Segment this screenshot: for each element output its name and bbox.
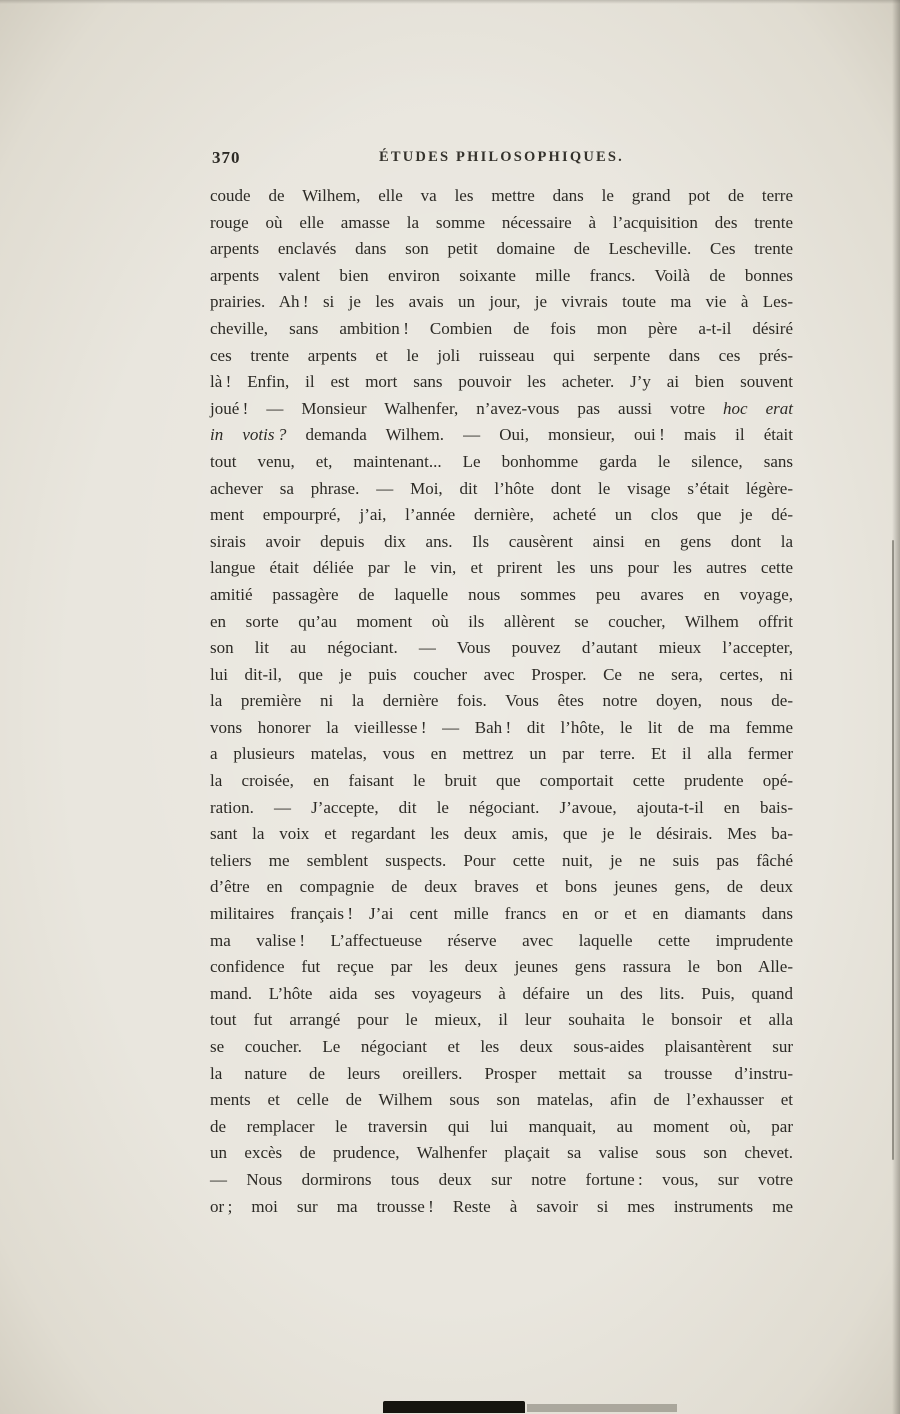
- text-line: a plusieurs matelas, vous en mettrez un par terre. Et il alla fermer: [210, 744, 793, 764]
- text-line: ments et celle de Wilhem sous son matelas, afin de l’exhausser et: [210, 1090, 793, 1110]
- text-line: langue était déliée par le vin, et prirent les uns pour les autres cette: [210, 558, 793, 578]
- scan-artifact-top-edge: [0, 0, 900, 4]
- text-line: coude de Wilhem, elle va les mettre dans le grand pot de terre: [210, 186, 793, 205]
- text-line: achever sa phrase. — Moi, dit l’hôte dont le visage s’était légère-: [210, 478, 793, 498]
- text-line: son lit au négociant. — Vous pouvez d’autant mieux l’accepter,: [210, 638, 793, 658]
- text-line: amitié passagère de laquelle nous sommes peu avares en voyage,: [210, 584, 793, 604]
- text-line: la nature de leurs oreillers. Prosper mettait sa trousse d’instru-: [210, 1063, 793, 1083]
- text-line: en sorte qu’au moment où ils allèrent se coucher, Wilhem offrit: [210, 611, 793, 631]
- text-line: joué ! — Monsieur Walhenfer, n’avez-vous pas aussi votre hoc erat: [210, 398, 793, 418]
- text-line: in votis ? demanda Wilhem. — Oui, monsieur, oui ! mais il était: [210, 425, 793, 445]
- text-line: d’être en compagnie de deux braves et bons jeunes gens, de deux: [210, 877, 793, 897]
- text-line: prairies. Ah ! si je les avais un jour, je vivrais toute ma vie à Les-: [210, 292, 793, 312]
- text-line: teliers me semblent suspects. Pour cette nuit, je ne suis pas fâché: [210, 850, 793, 870]
- text-line: ces trente arpents et le joli ruisseau qui serpente dans ces prés-: [210, 345, 793, 365]
- text-line: tout fut arrangé pour le mieux, il leur souhaita le bonsoir et alla: [210, 1010, 793, 1030]
- scan-artifact-bottom-bar: [383, 1401, 525, 1413]
- text-line: sirais avoir depuis dix ans. Ils causèrent ainsi en gens dont la: [210, 531, 793, 551]
- text-line: là ! Enfin, il est mort sans pouvoir les acheter. J’y ai bien souvent: [210, 372, 793, 392]
- text-line: or ; moi sur ma trousse ! Reste à savoir si mes instruments me: [210, 1196, 793, 1216]
- text-line: vons honorer la vieillesse ! — Bah ! dit l’hôte, le lit de ma femme: [210, 717, 793, 737]
- page-number: 370: [212, 148, 241, 167]
- text-line: se coucher. Le négociant et les deux sous-aides plaisantèrent sur: [210, 1037, 793, 1056]
- text-line: la croisée, en faisant le bruit que comportait cette prudente opé-: [210, 771, 793, 791]
- text-line: ration. — J’accepte, dit le négociant. J’avoue, ajouta-t-il en bais-: [210, 797, 793, 817]
- text-line: militaires français ! J’ai cent mille francs en or et en diamants dans: [210, 904, 793, 924]
- text-line: sant la voix et regardant les deux amis, que je le désirais. Mes ba-: [210, 824, 793, 844]
- running-head: ÉTUDES PHILOSOPHIQUES.: [378, 149, 624, 165]
- scan-artifact-right-edge: [892, 0, 900, 1414]
- text-line: cheville, sans ambition ! Combien de fois mon père a-t-il désiré: [210, 318, 793, 338]
- text-line: tout venu, et, maintenant... Le bonhomme garda le silence, sans: [210, 451, 793, 471]
- text-line: de remplacer le traversin qui lui manquait, au moment où, par: [210, 1116, 793, 1136]
- text-line: confidence fut reçue par les deux jeunes gens rassura le bon Alle-: [210, 957, 793, 977]
- text-line: rouge où elle amasse la somme nécessaire à l’acquisition des trente: [210, 212, 793, 232]
- page-header: [210, 147, 793, 173]
- scan-artifact-bottom-bar-gray: [527, 1404, 677, 1412]
- text-line: ma valise ! L’affectueuse réserve avec laquelle cette imprudente: [210, 930, 793, 950]
- text-line: la première ni la dernière fois. Vous êtes notre doyen, nous de-: [210, 691, 793, 711]
- text-line: — Nous dormirons tous deux sur notre fortune : vous, sur votre: [210, 1169, 793, 1189]
- scan-artifact-right-line: [892, 540, 894, 1160]
- text-line: lui dit-il, que je puis coucher avec Prosper. Ce ne sera, certes, ni: [210, 664, 793, 684]
- text-line: arpents enclavés dans son petit domaine de Lescheville. Ces trente: [210, 239, 793, 259]
- body-text: [210, 183, 793, 1220]
- text-line: un excès de prudence, Walhenfer plaçait sa valise sous son chevet.: [210, 1143, 793, 1163]
- text-line: mand. L’hôte aida ses voyageurs à défaire un des lits. Puis, quand: [210, 983, 793, 1003]
- text-line: ment empourpré, j’ai, l’année dernière, acheté un clos que je dé-: [210, 505, 793, 525]
- text-line: arpents valent bien environ soixante mille francs. Voilà de bonnes: [210, 265, 793, 285]
